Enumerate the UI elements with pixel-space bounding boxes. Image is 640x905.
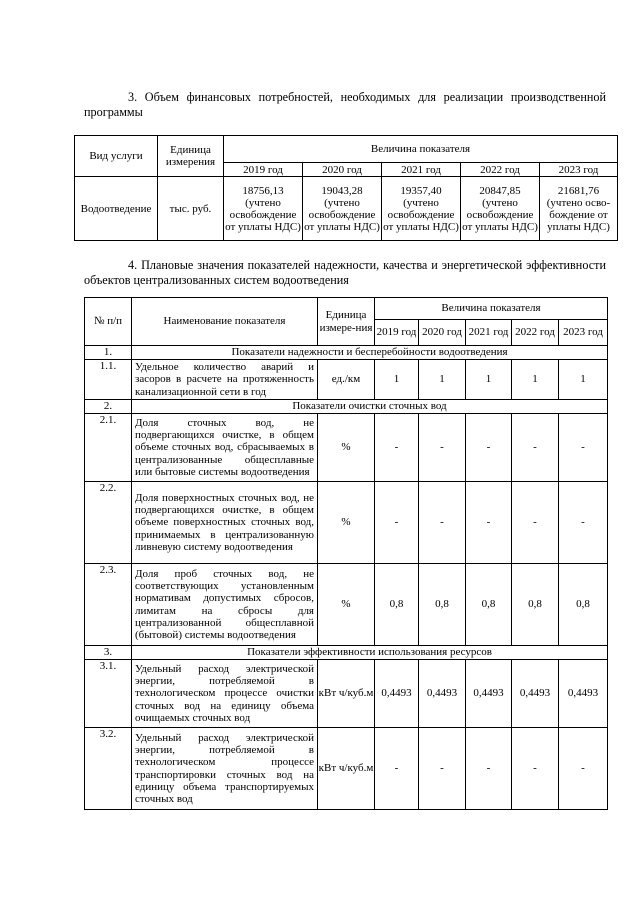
indicator-unit: % [318,564,375,646]
indicator-value: 0,4493 [419,660,466,728]
indicator-value: - [466,414,512,482]
section-num: 3. [85,646,132,660]
year-header: 2019 год [224,163,303,177]
indicator-name: Удельное количество аварий и засоров в расчете на протяженность канализационной сети в год [132,360,318,400]
finance-cell [382,177,461,241]
financial-needs-table [74,135,618,241]
year-header: 2023 год [559,320,608,346]
indicator-value: - [375,728,419,810]
indicator-name: Удельный расход электрической энергии, потребляемой в технологическом процессе очистки сточных вод на единицу объема очищаемых сточных вод [132,660,318,728]
header-num: № п/п [85,298,132,346]
indicator-value: 0,8 [375,564,419,646]
section-3-heading: 3. Объем финансовых потребностей, необходимых для реализации производственной программы [84,90,606,119]
row-num: 2.1. [85,414,132,482]
finance-cell [540,177,618,241]
indicator-value: 1 [375,360,419,400]
finance-cell [224,177,303,241]
indicator-value: - [466,482,512,564]
year-header: 2021 год [382,163,461,177]
indicator-value: 1 [466,360,512,400]
header-unit: Единица измерения [158,136,224,177]
indicator-value: 0,8 [512,564,559,646]
year-header: 2023 год [540,163,618,177]
indicator-value: - [559,414,608,482]
indicator-unit: кВт ч/куб.м [318,660,375,728]
indicator-value: - [512,482,559,564]
row-num: 3.2. [85,728,132,810]
row-num: 1.1. [85,360,132,400]
row-num: 2.3. [85,564,132,646]
indicator-value: - [419,414,466,482]
indicator-value: - [466,728,512,810]
indicator-value: 1 [512,360,559,400]
row-num: 3.1. [85,660,132,728]
amount: 21681,76 [557,184,600,197]
indicator-value: - [512,728,559,810]
amount: 20847,85 [479,184,521,197]
indicator-name: Удельный расход электрической энергии, потребляемой в технологическом процессе транспортировки сточных вод на единицу объема транспортируемых сточных вод [132,728,318,810]
section-4-heading: 4. Плановые значения показателей надежности, качества и энергетической эффективности объектов централизованных систем водоотведения [84,258,606,287]
indicator-value: - [559,728,608,810]
indicator-name: Доля поверхностных сточных вод, не подвергающихся очистке, в общем объеме поверхностных сточных вод, принимаемых в централизованную ливневую систему водоотведения [132,482,318,564]
indicator-value: - [512,414,559,482]
service-name: Водоотведение [75,177,158,241]
year-header: 2020 год [419,320,466,346]
indicator-value: - [419,728,466,810]
finance-cell [461,177,540,241]
indicator-value: - [419,482,466,564]
finance-cell [303,177,382,241]
indicator-value: - [375,414,419,482]
indicator-value: 0,8 [559,564,608,646]
header-unit: Единица измере-ния [318,298,375,346]
header-service: Вид услуги [75,136,158,177]
indicator-value: 0,4493 [512,660,559,728]
year-header: 2022 год [461,163,540,177]
indicator-name: Доля проб сточных вод, не соответствующих установленным нормативам допустимых сбросов, лимитам на сбросы для централизованной общесплавной (бытовой) системы водоотведения [132,564,318,646]
header-value: Величина показателя [224,136,618,163]
vat-note: (учтено освобождение от уплаты НДС) [462,196,538,233]
indicator-value: - [559,482,608,564]
year-header: 2021 год [466,320,512,346]
year-header: 2019 год [375,320,419,346]
indicator-unit: % [318,414,375,482]
header-name: Наименование показателя [132,298,318,346]
indicator-value: 0,8 [419,564,466,646]
indicator-value: 0,4493 [466,660,512,728]
section-title: Показатели надежности и бесперебойности водоотведения [132,346,608,360]
indicators-table [84,297,608,810]
section-num: 2. [85,400,132,414]
indicator-unit: кВт ч/куб.м [318,728,375,810]
unit-value: тыс. руб. [158,177,224,241]
indicator-unit: % [318,482,375,564]
indicator-value: 1 [559,360,608,400]
indicator-name: Доля сточных вод, не подвергающихся очистке, в общем объеме сточных вод, сбрасываемых в централизованные общесплавные или бытовые системы водоотведения [132,414,318,482]
indicator-value: - [375,482,419,564]
indicator-value: 0,4493 [559,660,608,728]
section-num: 1. [85,346,132,360]
vat-note: (учтено освобождение от уплаты НДС) [383,196,459,233]
vat-note: (учтено освобождение от уплаты НДС) [304,196,380,233]
amount: 19043,28 [321,184,363,197]
section-title: Показатели очистки сточных вод [132,400,608,414]
vat-note: (учтено осво-бождение от уплаты НДС) [546,196,611,233]
section-title: Показатели эффективности использования ресурсов [132,646,608,660]
header-value: Величина показателя [375,298,608,320]
vat-note: (учтено освобождение от уплаты НДС) [225,196,301,233]
amount: 18756,13 [242,184,284,197]
indicator-value: 0,4493 [375,660,419,728]
row-num: 2.2. [85,482,132,564]
indicator-unit: ед./км [318,360,375,400]
year-header: 2022 год [512,320,559,346]
year-header: 2020 год [303,163,382,177]
amount: 19357,40 [400,184,442,197]
indicator-value: 0,8 [466,564,512,646]
indicator-value: 1 [419,360,466,400]
